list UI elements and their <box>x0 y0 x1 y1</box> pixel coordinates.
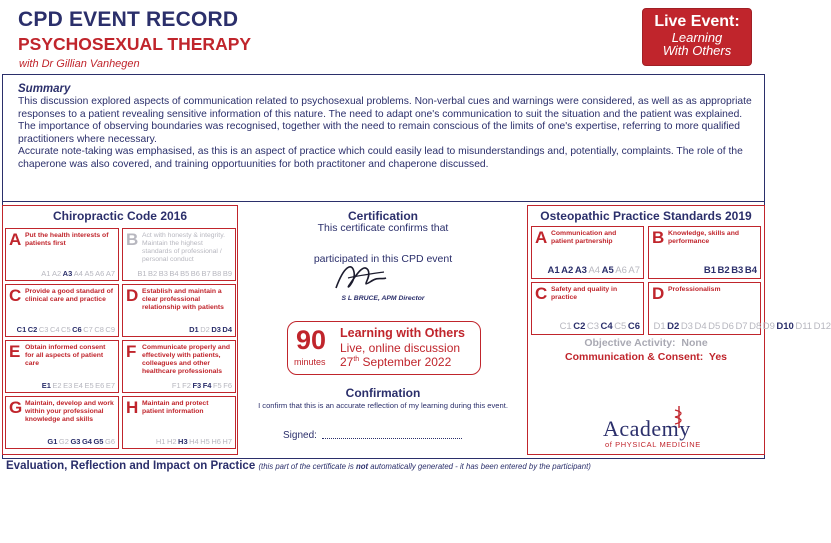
standard-letter: A <box>9 230 22 249</box>
chiropractic-standard-f <box>122 340 236 393</box>
standard-code-e1: E1 <box>41 381 51 390</box>
standard-code-c9: C9 <box>105 325 115 334</box>
standard-letter: F <box>126 342 137 361</box>
summary-paragraph: The importance of observing boundaries was recognised, together with the need to remain conscious of the limits of one's expertise, referring to more qualified practitioners where necessary. <box>18 121 740 145</box>
chiropractic-standard-a <box>5 228 119 281</box>
chiropractic-standard-b <box>122 228 236 281</box>
comm-label: Communication & Consent: <box>564 351 704 363</box>
standard-code-a6: A6 <box>95 269 105 278</box>
section-divider <box>2 201 765 202</box>
objective-value: None <box>681 337 708 349</box>
standard-code-a1: A1 <box>547 265 560 276</box>
standard-code-c2: C2 <box>573 321 586 332</box>
academy-logo: Academy <box>603 416 691 441</box>
standard-code-c3: C3 <box>38 325 49 334</box>
badge-line-2: Learning <box>671 30 723 45</box>
standard-code-h6: H6 <box>211 437 221 446</box>
note-part: (this part of the certificate is <box>258 462 356 471</box>
comm-value: Yes <box>708 351 727 363</box>
chiropractic-standard-h <box>122 396 236 449</box>
topic-title: PSYCHOSEXUAL THERAPY <box>18 34 252 54</box>
live-event-badge <box>642 8 752 66</box>
standard-code-d1: D1 <box>653 321 666 332</box>
standard-code-b9: B9 <box>222 269 232 278</box>
standard-code-c8: C8 <box>94 325 104 334</box>
chiropractic-code-panel <box>2 205 238 455</box>
record-title: CPD EVENT RECORD <box>18 8 239 31</box>
osteopathic-panel-title: Osteopathic Practice Standards 2019 <box>540 209 752 223</box>
standard-code-a4: A4 <box>73 269 83 278</box>
standard-code-d11: D11 <box>795 321 813 332</box>
standard-code-d4: D4 <box>222 325 232 334</box>
signed-label: Signed: <box>283 430 317 441</box>
duration-value: 90 <box>296 325 327 355</box>
standard-description: Maintain and protect patient information <box>142 400 209 415</box>
standard-code-d12: D12 <box>813 321 831 332</box>
standard-code-f3: F3 <box>192 381 202 390</box>
academy-logo-subtitle: of PHYSICAL MEDICINE <box>605 440 701 449</box>
standard-code-f5: F5 <box>212 381 222 390</box>
standard-description: Establish and maintain a clear professional relationship with patients <box>142 288 224 311</box>
certification-title: Certification <box>347 209 418 223</box>
standard-code-b2: B2 <box>148 269 158 278</box>
standard-code-a3: A3 <box>574 265 587 276</box>
standard-codes <box>546 265 640 276</box>
standard-codes <box>154 437 232 446</box>
standard-code-h5: H5 <box>200 437 210 446</box>
standard-codes <box>15 325 115 334</box>
standard-code-a6: A6 <box>615 265 627 276</box>
standard-codes <box>652 321 831 332</box>
evaluation-heading <box>6 460 591 472</box>
standard-code-d6: D6 <box>721 321 734 332</box>
signature-line[interactable] <box>322 438 462 439</box>
standard-letter: A <box>535 228 548 247</box>
standard-code-c2: C2 <box>27 325 38 334</box>
standard-code-b1: B1 <box>703 265 717 276</box>
standard-description: Communicate properly and effectively with patients, colleagues and other healthcare professionals <box>142 344 230 375</box>
chiropractic-panel-title: Chiropractic Code 2016 <box>52 209 188 223</box>
standard-code-c4: C4 <box>49 325 60 334</box>
standard-code-a2: A2 <box>51 269 62 278</box>
standard-letter: D <box>126 286 139 305</box>
event-format: Live, online discussion <box>340 341 461 355</box>
standard-codes <box>702 265 757 276</box>
standard-code-e2: E2 <box>52 381 62 390</box>
standard-code-h7: H7 <box>222 437 232 446</box>
standard-code-c6: C6 <box>72 325 82 334</box>
evaluation-note <box>258 462 590 471</box>
standard-code-d10: D10 <box>776 321 794 332</box>
standard-code-b8: B8 <box>212 269 222 278</box>
standard-code-f1: F1 <box>171 381 181 390</box>
note-part: automatically generated - it has been entered by the participant) <box>368 462 591 471</box>
standard-code-a7: A7 <box>628 265 640 276</box>
note-emphasis: not <box>355 462 369 471</box>
standard-code-a2: A2 <box>561 265 574 276</box>
standard-code-d2: D2 <box>200 325 210 334</box>
standard-letter: H <box>126 398 139 417</box>
standard-codes <box>136 269 232 278</box>
event-date-month-year: September 2022 <box>359 355 452 369</box>
standard-letter: D <box>652 284 665 303</box>
standard-code-b5: B5 <box>180 269 190 278</box>
standard-description: Knowledge, skills and performance <box>668 230 740 245</box>
standard-codes <box>188 325 232 334</box>
standard-code-d5: D5 <box>708 321 721 332</box>
standard-code-b2: B2 <box>717 265 730 276</box>
duration-unit: minutes <box>294 357 326 367</box>
objective-label: Objective Activity: <box>584 337 676 349</box>
communication-consent <box>527 351 765 363</box>
standard-code-d4: D4 <box>694 321 707 332</box>
standard-code-c1: C1 <box>559 321 572 332</box>
director-signature-icon <box>330 258 390 296</box>
summary-section <box>18 83 758 171</box>
standard-code-b7: B7 <box>201 269 211 278</box>
standard-code-e3: E3 <box>63 381 73 390</box>
certificate-header <box>0 0 768 74</box>
standard-code-a3: A3 <box>62 269 73 278</box>
standard-codes <box>170 381 232 390</box>
osteopathic-standard-a <box>531 226 644 279</box>
standard-code-f6: F6 <box>223 381 232 390</box>
badge-line-3: With Others <box>662 43 732 58</box>
standard-description: Safety and quality in practice <box>551 286 618 301</box>
signer-name: S L BRUCE, APM Director <box>341 295 425 302</box>
standard-description: Maintain, develop and work within your professional knowledge and skills <box>25 400 114 423</box>
standard-code-b4: B4 <box>169 269 179 278</box>
summary-paragraph: Accurate note-taking was emphasised, as this is an aspect of practice which could easily lead to misunderstandings and, potentially, complaints. The role of the chaperone was also covered, and training opportuunities for both practitoner and chaperone discussed. <box>18 146 743 170</box>
standard-code-d9: D9 <box>762 321 775 332</box>
chiropractic-standard-g <box>5 396 119 449</box>
standard-code-c5: C5 <box>614 321 627 332</box>
standard-code-e6: E6 <box>95 381 105 390</box>
confirmation-title: Confirmation <box>345 386 421 400</box>
osteopathic-standard-d <box>648 282 831 335</box>
confirmation-text: I confirm that this is an accurate reflection of my learning during this event. <box>258 401 508 410</box>
standard-code-c5: C5 <box>61 325 71 334</box>
standard-code-e4: E4 <box>73 381 83 390</box>
standard-code-f4: F4 <box>202 381 212 390</box>
event-date <box>340 355 451 369</box>
standard-code-b3: B3 <box>158 269 168 278</box>
standard-code-e5: E5 <box>84 381 94 390</box>
standard-letter: C <box>535 284 548 303</box>
standard-code-g3: G3 <box>70 437 81 446</box>
standard-code-d8: D8 <box>749 321 762 332</box>
standard-code-d3: D3 <box>680 321 693 332</box>
standard-code-g5: G5 <box>93 437 104 446</box>
standard-code-c7: C7 <box>83 325 93 334</box>
standard-description: Provide a good standard of clinical care and practice <box>25 288 113 303</box>
presenter-name: with Dr Gillian Vanhegen <box>19 58 140 70</box>
standard-code-a4: A4 <box>588 265 601 276</box>
standard-code-h2: H2 <box>166 437 177 446</box>
event-date-day: 27 <box>340 355 354 369</box>
objective-activity <box>527 337 765 349</box>
standard-code-c4: C4 <box>600 321 613 332</box>
summary-paragraph: This discussion explored aspects of communication related to psychosexual problems. Non-verbal cues and warnings were considered, as well as as appropriate responses to a patient revealing sensitive information of this nature. The need to adapt one's communication to suit the situation and the patient was explained. <box>18 96 752 120</box>
standard-code-d1: D1 <box>189 325 199 334</box>
standard-description: Put the health interests of patients first <box>25 232 109 247</box>
standard-description: Professionalism <box>668 286 721 293</box>
osteopathic-standard-c <box>531 282 644 335</box>
standard-code-h1: H1 <box>155 437 166 446</box>
standard-code-a5: A5 <box>84 269 94 278</box>
standard-code-g2: G2 <box>58 437 69 446</box>
chiropractic-standard-c <box>5 284 119 337</box>
standard-code-b6: B6 <box>190 269 200 278</box>
standard-description: Obtain informed consent for all aspects of patient care <box>25 344 106 367</box>
standard-codes <box>558 321 640 332</box>
standard-code-g6: G6 <box>104 437 115 446</box>
osteopathic-standard-b <box>648 226 761 279</box>
badge-line-1: Live Event: <box>654 13 740 30</box>
standard-code-h4: H4 <box>189 437 199 446</box>
standard-code-a5: A5 <box>601 265 614 276</box>
standard-codes <box>40 381 115 390</box>
standard-codes <box>40 269 115 278</box>
participation-text: participated in this CPD event <box>313 253 453 265</box>
standard-letter: C <box>9 286 22 305</box>
standard-code-d3: D3 <box>211 325 221 334</box>
standard-letter: G <box>9 398 23 417</box>
standard-code-b4: B4 <box>744 265 757 276</box>
standard-code-b3: B3 <box>731 265 744 276</box>
standard-letter: E <box>9 342 21 361</box>
chiropractic-standard-e <box>5 340 119 393</box>
standard-code-g4: G4 <box>81 437 92 446</box>
standard-code-a1: A1 <box>41 269 51 278</box>
standard-codes <box>46 437 115 446</box>
standard-code-a7: A7 <box>105 269 115 278</box>
standard-code-g1: G1 <box>47 437 58 446</box>
standard-code-b1: B1 <box>137 269 147 278</box>
standard-code-f2: F2 <box>182 381 191 390</box>
certification-subtitle: This certificate confirms that <box>317 222 449 234</box>
event-date-suffix: th <box>353 356 360 363</box>
standard-letter: B <box>652 228 665 247</box>
standard-code-c6: C6 <box>627 321 640 332</box>
standard-code-c3: C3 <box>586 321 600 332</box>
chiropractic-standard-d <box>122 284 236 337</box>
standard-description: Communication and patient partnership <box>551 230 617 245</box>
standard-code-d2: D2 <box>667 321 680 332</box>
evaluation-title: Evaluation, Reflection and Impact on Practice <box>6 460 256 472</box>
standard-description: Act with honesty & integrity. Maintain the highest standards of professional / personal conduct <box>142 232 225 263</box>
event-name: Learning with Others <box>340 326 466 340</box>
standard-code-d7: D7 <box>735 321 748 332</box>
standard-code-h3: H3 <box>178 437 188 446</box>
standard-code-e7: E7 <box>105 381 115 390</box>
standard-letter: B <box>126 230 139 249</box>
standard-code-c1: C1 <box>16 325 27 334</box>
summary-heading: Summary <box>18 83 71 95</box>
